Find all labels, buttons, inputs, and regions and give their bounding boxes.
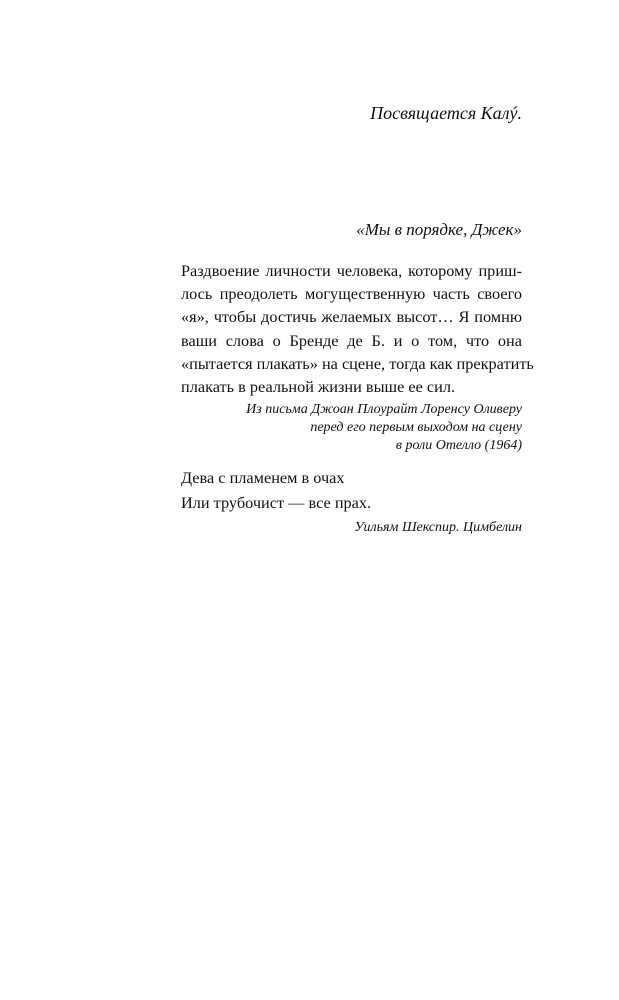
epigraph-quote [181, 259, 534, 398]
quote-line: Раздвоение личности человека, которому приш- [181, 261, 522, 280]
poem-line: Дева с пламенем в очах [181, 468, 345, 487]
quote-line: ваши слова о Бренде де Б. и о том, что она [181, 330, 522, 350]
quote-line: «я», чтобы достичь желаемых высот… Я помню [181, 307, 522, 327]
quote-line: «пытается плакать» на сцене, тогда как прекратить [181, 353, 534, 373]
dedication: Посвящается Калý. [370, 103, 522, 123]
epigraph-title: «Мы в порядке, Джек» [356, 220, 522, 239]
attribution-line: в роли Отелло (1964) [395, 438, 522, 453]
attribution-line: перед его первым выходом на сцену [310, 420, 522, 435]
poem-quote [181, 465, 371, 515]
epigraph-attribution [246, 401, 522, 455]
poem-attribution: Уильям Шекспир. Цимбелин [354, 520, 522, 535]
attribution-line: Из письма Джоан Плоурайт Лоренсу Оливеру [246, 402, 522, 417]
quote-line: лось преодолеть могущественную часть своего [181, 284, 522, 304]
poem-line: Или трубочист — все прах. [181, 493, 372, 512]
quote-line: плакать в реальной жизни выше ее сил. [181, 376, 456, 396]
